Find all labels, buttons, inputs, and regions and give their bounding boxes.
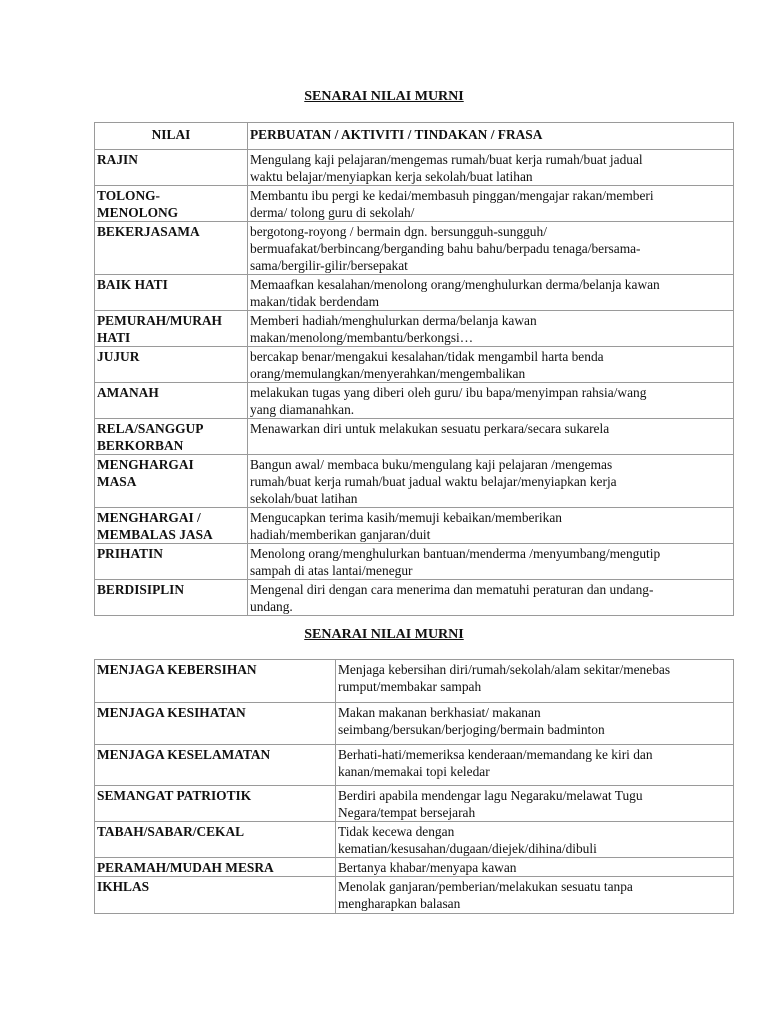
nilai-text: MENGHARGAI MASA	[97, 457, 194, 489]
perbuatan-text: Berhati-hati/memeriksa kenderaan/memandang ke kiri dan kanan/memakai topi keledar	[338, 747, 653, 779]
perbuatan-text: Bangun awal/ membaca buku/mengulang kaji pelajaran /mengemas rumah/buat kerja rumah/buat jadual waktu belajar/menyiapkan kerja sekolah/buat latihan	[250, 457, 617, 506]
nilai-cell	[95, 186, 248, 222]
perbuatan-text: Bertanya khabar/menyapa kawan	[338, 860, 517, 875]
table-row	[95, 150, 734, 186]
nilai-text: MENJAGA KESELAMATAN	[97, 747, 271, 762]
perbuatan-text: melakukan tugas yang diberi oleh guru/ ibu bapa/menyimpan rahsia/wang yang diamanahkan.	[250, 385, 647, 417]
table-row	[95, 455, 734, 508]
perbuatan-cell	[336, 822, 734, 858]
perbuatan-cell	[248, 544, 734, 580]
nilai-text: AMANAH	[97, 385, 159, 400]
perbuatan-text: Mengucapkan terima kasih/memuji kebaikan/memberikan hadiah/memberikan ganjaran/duit	[250, 510, 562, 542]
nilai-cell	[95, 822, 336, 858]
nilai-cell	[95, 275, 248, 311]
nilai-text: SEMANGAT PATRIOTIK	[97, 788, 252, 803]
perbuatan-text: Tidak kecewa dengan kematian/kesusahan/dugaan/diejek/dihina/dibuli	[338, 824, 597, 856]
perbuatan-cell	[336, 745, 734, 786]
table-row	[95, 383, 734, 419]
nilai-cell	[95, 311, 248, 347]
perbuatan-text: Berdiri apabila mendengar lagu Negaraku/melawat Tugu Negara/tempat bersejarah	[338, 788, 643, 820]
table-row	[95, 544, 734, 580]
nilai-cell	[95, 419, 248, 455]
perbuatan-text: Memberi hadiah/menghulurkan derma/belanja kawan makan/menolong/membantu/berkongsi…	[250, 313, 537, 345]
perbuatan-cell	[248, 383, 734, 419]
perbuatan-text: bergotong-royong / bermain dgn. bersungguh-sungguh/ bermuafakat/berbincang/berganding bahu bahu/berpadu tenaga/bersama- sama/bergilir-gilir/bersepakat	[250, 224, 641, 273]
table-row	[95, 311, 734, 347]
nilai-text: BERDISIPLIN	[97, 582, 185, 597]
nilai-cell	[95, 703, 336, 745]
perbuatan-text: Makan makanan berkhasiat/ makanan seimbang/bersukan/berjoging/bermain badminton	[338, 705, 605, 737]
header-perbuatan: PERBUATAN / AKTIVITI / TINDAKAN / FRASA	[248, 123, 734, 150]
perbuatan-text: bercakap benar/mengakui kesalahan/tidak mengambil harta benda orang/memulangkan/menyerahkan/mengembalikan	[250, 349, 604, 381]
nilai-cell	[95, 347, 248, 383]
nilai-text: RAJIN	[97, 152, 138, 167]
perbuatan-cell	[248, 311, 734, 347]
nilai-cell	[95, 222, 248, 275]
perbuatan-cell	[336, 877, 734, 914]
perbuatan-cell	[248, 186, 734, 222]
table-row	[95, 822, 734, 858]
table-row	[95, 858, 734, 877]
table-body-2	[95, 660, 734, 914]
nilai-text: MENGHARGAI / MEMBALAS JASA	[97, 510, 213, 542]
nilai-cell	[95, 660, 336, 703]
perbuatan-text: Menolak ganjaran/pemberian/melakukan sesuatu tanpa mengharapkan balasan	[338, 879, 633, 911]
perbuatan-cell	[248, 275, 734, 311]
perbuatan-cell	[248, 419, 734, 455]
table-row	[95, 786, 734, 822]
perbuatan-text: Mengulang kaji pelajaran/mengemas rumah/buat kerja rumah/buat jadual waktu belajar/menyiapkan kerja sekolah/buat latihan	[250, 152, 643, 184]
nilai-text: IKHLAS	[97, 879, 150, 894]
perbuatan-text: Menawarkan diri untuk melakukan sesuatu perkara/secara sukarela	[250, 421, 610, 436]
perbuatan-cell	[248, 347, 734, 383]
table-row	[95, 580, 734, 616]
nilai-cell	[95, 544, 248, 580]
table-row	[95, 745, 734, 786]
section-1-title: SENARAI NILAI MURNI	[304, 89, 464, 104]
perbuatan-text: Mengenal diri dengan cara menerima dan mematuhi peraturan dan undang- undang.	[250, 582, 654, 614]
nilai-cell	[95, 580, 248, 616]
perbuatan-cell	[336, 703, 734, 745]
perbuatan-text: Menolong orang/menghulurkan bantuan/menderma /menyumbang/mengutip sampah di atas lantai/menegur	[250, 546, 661, 578]
nilai-text: MENJAGA KEBERSIHAN	[97, 662, 257, 677]
table-row	[95, 347, 734, 383]
nilai-cell	[95, 150, 248, 186]
table-header-row	[95, 123, 734, 150]
table-row	[95, 703, 734, 745]
perbuatan-text: Memaafkan kesalahan/menolong orang/menghulurkan derma/belanja kawan makan/tidak berdendam	[250, 277, 660, 309]
nilai-cell	[95, 508, 248, 544]
table-row	[95, 877, 734, 914]
perbuatan-cell	[336, 786, 734, 822]
nilai-text: PRIHATIN	[97, 546, 163, 561]
perbuatan-cell	[248, 222, 734, 275]
perbuatan-cell	[336, 858, 734, 877]
table-body-1	[95, 150, 734, 616]
table-row	[95, 660, 734, 703]
nilai-text: TOLONG- MENOLONG	[97, 188, 179, 220]
nilai-text: PEMURAH/MURAH HATI	[97, 313, 222, 345]
nilai-cell	[95, 745, 336, 786]
perbuatan-text: Menjaga kebersihan diri/rumah/sekolah/alam sekitar/menebas rumput/membakar sampah	[338, 662, 671, 694]
table-row	[95, 186, 734, 222]
perbuatan-cell	[336, 660, 734, 703]
nilai-cell	[95, 877, 336, 914]
table-row	[95, 222, 734, 275]
header-nilai: NILAI	[95, 123, 248, 150]
nilai-cell	[95, 858, 336, 877]
section-2-title: SENARAI NILAI MURNI	[304, 627, 464, 642]
nilai-text: BAIK HATI	[97, 277, 168, 292]
perbuatan-cell	[248, 580, 734, 616]
nilai-text: TABAH/SABAR/CEKAL	[97, 824, 245, 839]
table-row	[95, 419, 734, 455]
nilai-text: BEKERJASAMA	[97, 224, 200, 239]
nilai-cell	[95, 455, 248, 508]
nilai-text: PERAMAH/MUDAH MESRA	[97, 860, 274, 875]
perbuatan-cell	[248, 150, 734, 186]
nilai-text: RELA/SANGGUP BERKORBAN	[97, 421, 204, 453]
perbuatan-text: Membantu ibu pergi ke kedai/membasuh pinggan/mengajar rakan/memberi derma/ tolong guru di sekolah/	[250, 188, 654, 220]
perbuatan-cell	[248, 455, 734, 508]
values-table-1	[94, 122, 734, 616]
nilai-text: MENJAGA KESIHATAN	[97, 705, 246, 720]
perbuatan-cell	[248, 508, 734, 544]
nilai-text: JUJUR	[97, 349, 140, 364]
nilai-cell	[95, 786, 336, 822]
table-row	[95, 508, 734, 544]
table-row	[95, 275, 734, 311]
values-table-2	[94, 659, 734, 914]
nilai-cell	[95, 383, 248, 419]
